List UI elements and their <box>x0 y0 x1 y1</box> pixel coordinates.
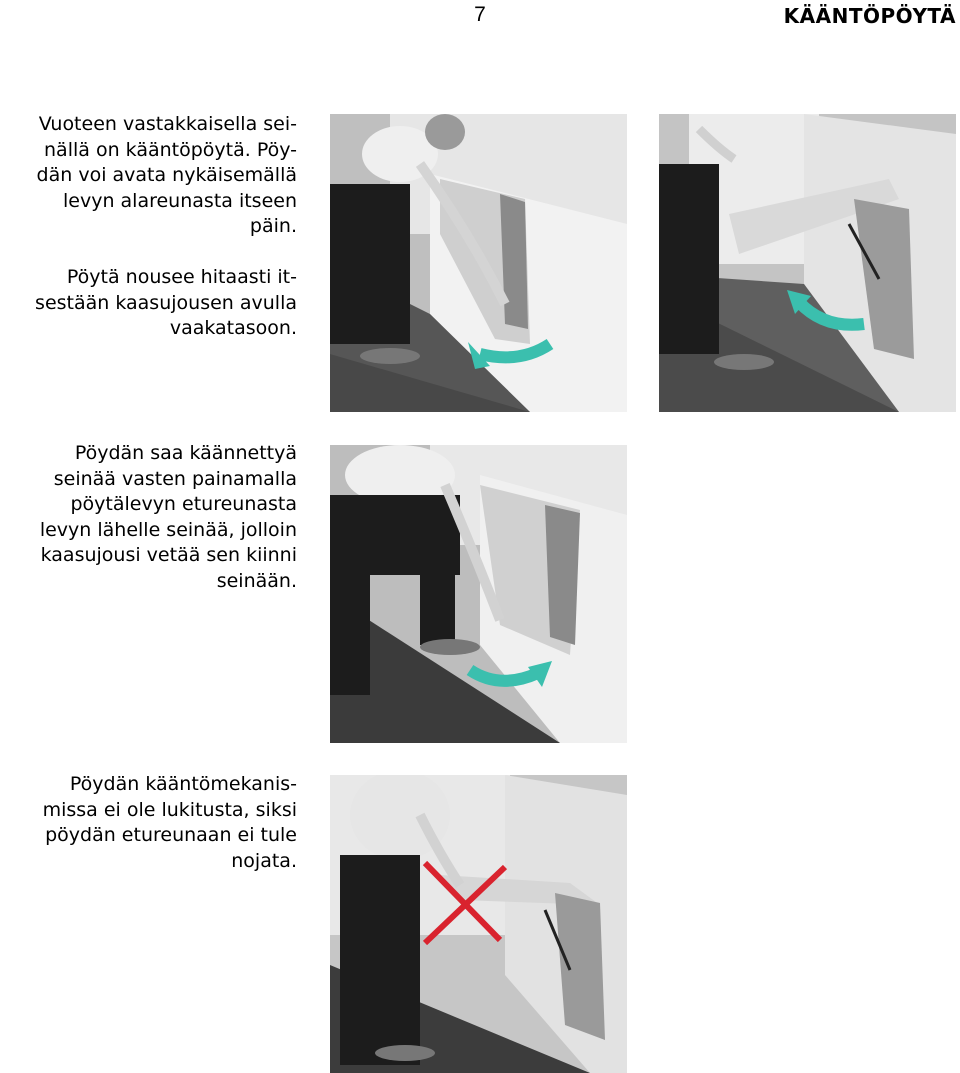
text-line: Vuoteen vastakkaisella sei- <box>38 113 297 135</box>
section-title: KÄÄNTÖPÖYTÄ <box>783 4 956 28</box>
page-number: 7 <box>474 3 486 26</box>
text-line: Pöytä nousee hitaasti it- <box>66 266 297 288</box>
text-line: päin. <box>249 215 297 237</box>
photo-push-table-closed <box>330 445 627 743</box>
photo-do-not-lean <box>330 775 627 1073</box>
photo-table-rising <box>659 114 956 412</box>
photo-pull-table-open <box>330 114 627 412</box>
text-line: levyn lähelle seinää, jolloin <box>39 518 297 541</box>
text-line: nojata. <box>231 849 297 872</box>
text-line: pöydän etureunaan ei tule <box>45 824 297 846</box>
text-line: kaasujousi vetää sen kiinni <box>40 544 297 566</box>
text-line: levyn alareunasta itseen <box>63 189 297 212</box>
text-line: dän voi avata nykäisemällä <box>36 164 297 186</box>
paragraph-open-table <box>0 112 297 240</box>
paragraph-gas-spring <box>0 265 297 342</box>
paragraph-no-lock-warning <box>0 772 297 874</box>
text-line: seinään. <box>216 569 297 592</box>
text-line: seinää vasten painamalla <box>53 467 297 490</box>
text-line: Pöydän kääntömekanis- <box>69 773 297 795</box>
text-line: sestään kaasujousen avulla <box>35 291 297 314</box>
text-line: Pöydän saa käännettyä <box>74 442 297 464</box>
text-line: pöytälevyn etureunasta <box>70 493 297 515</box>
paragraph-close-table <box>0 441 297 594</box>
text-line: missa ei ole lukitusta, siksi <box>42 798 297 821</box>
text-line: nällä on kääntöpöytä. Pöy- <box>44 138 297 161</box>
text-line: vaakatasoon. <box>169 317 297 339</box>
